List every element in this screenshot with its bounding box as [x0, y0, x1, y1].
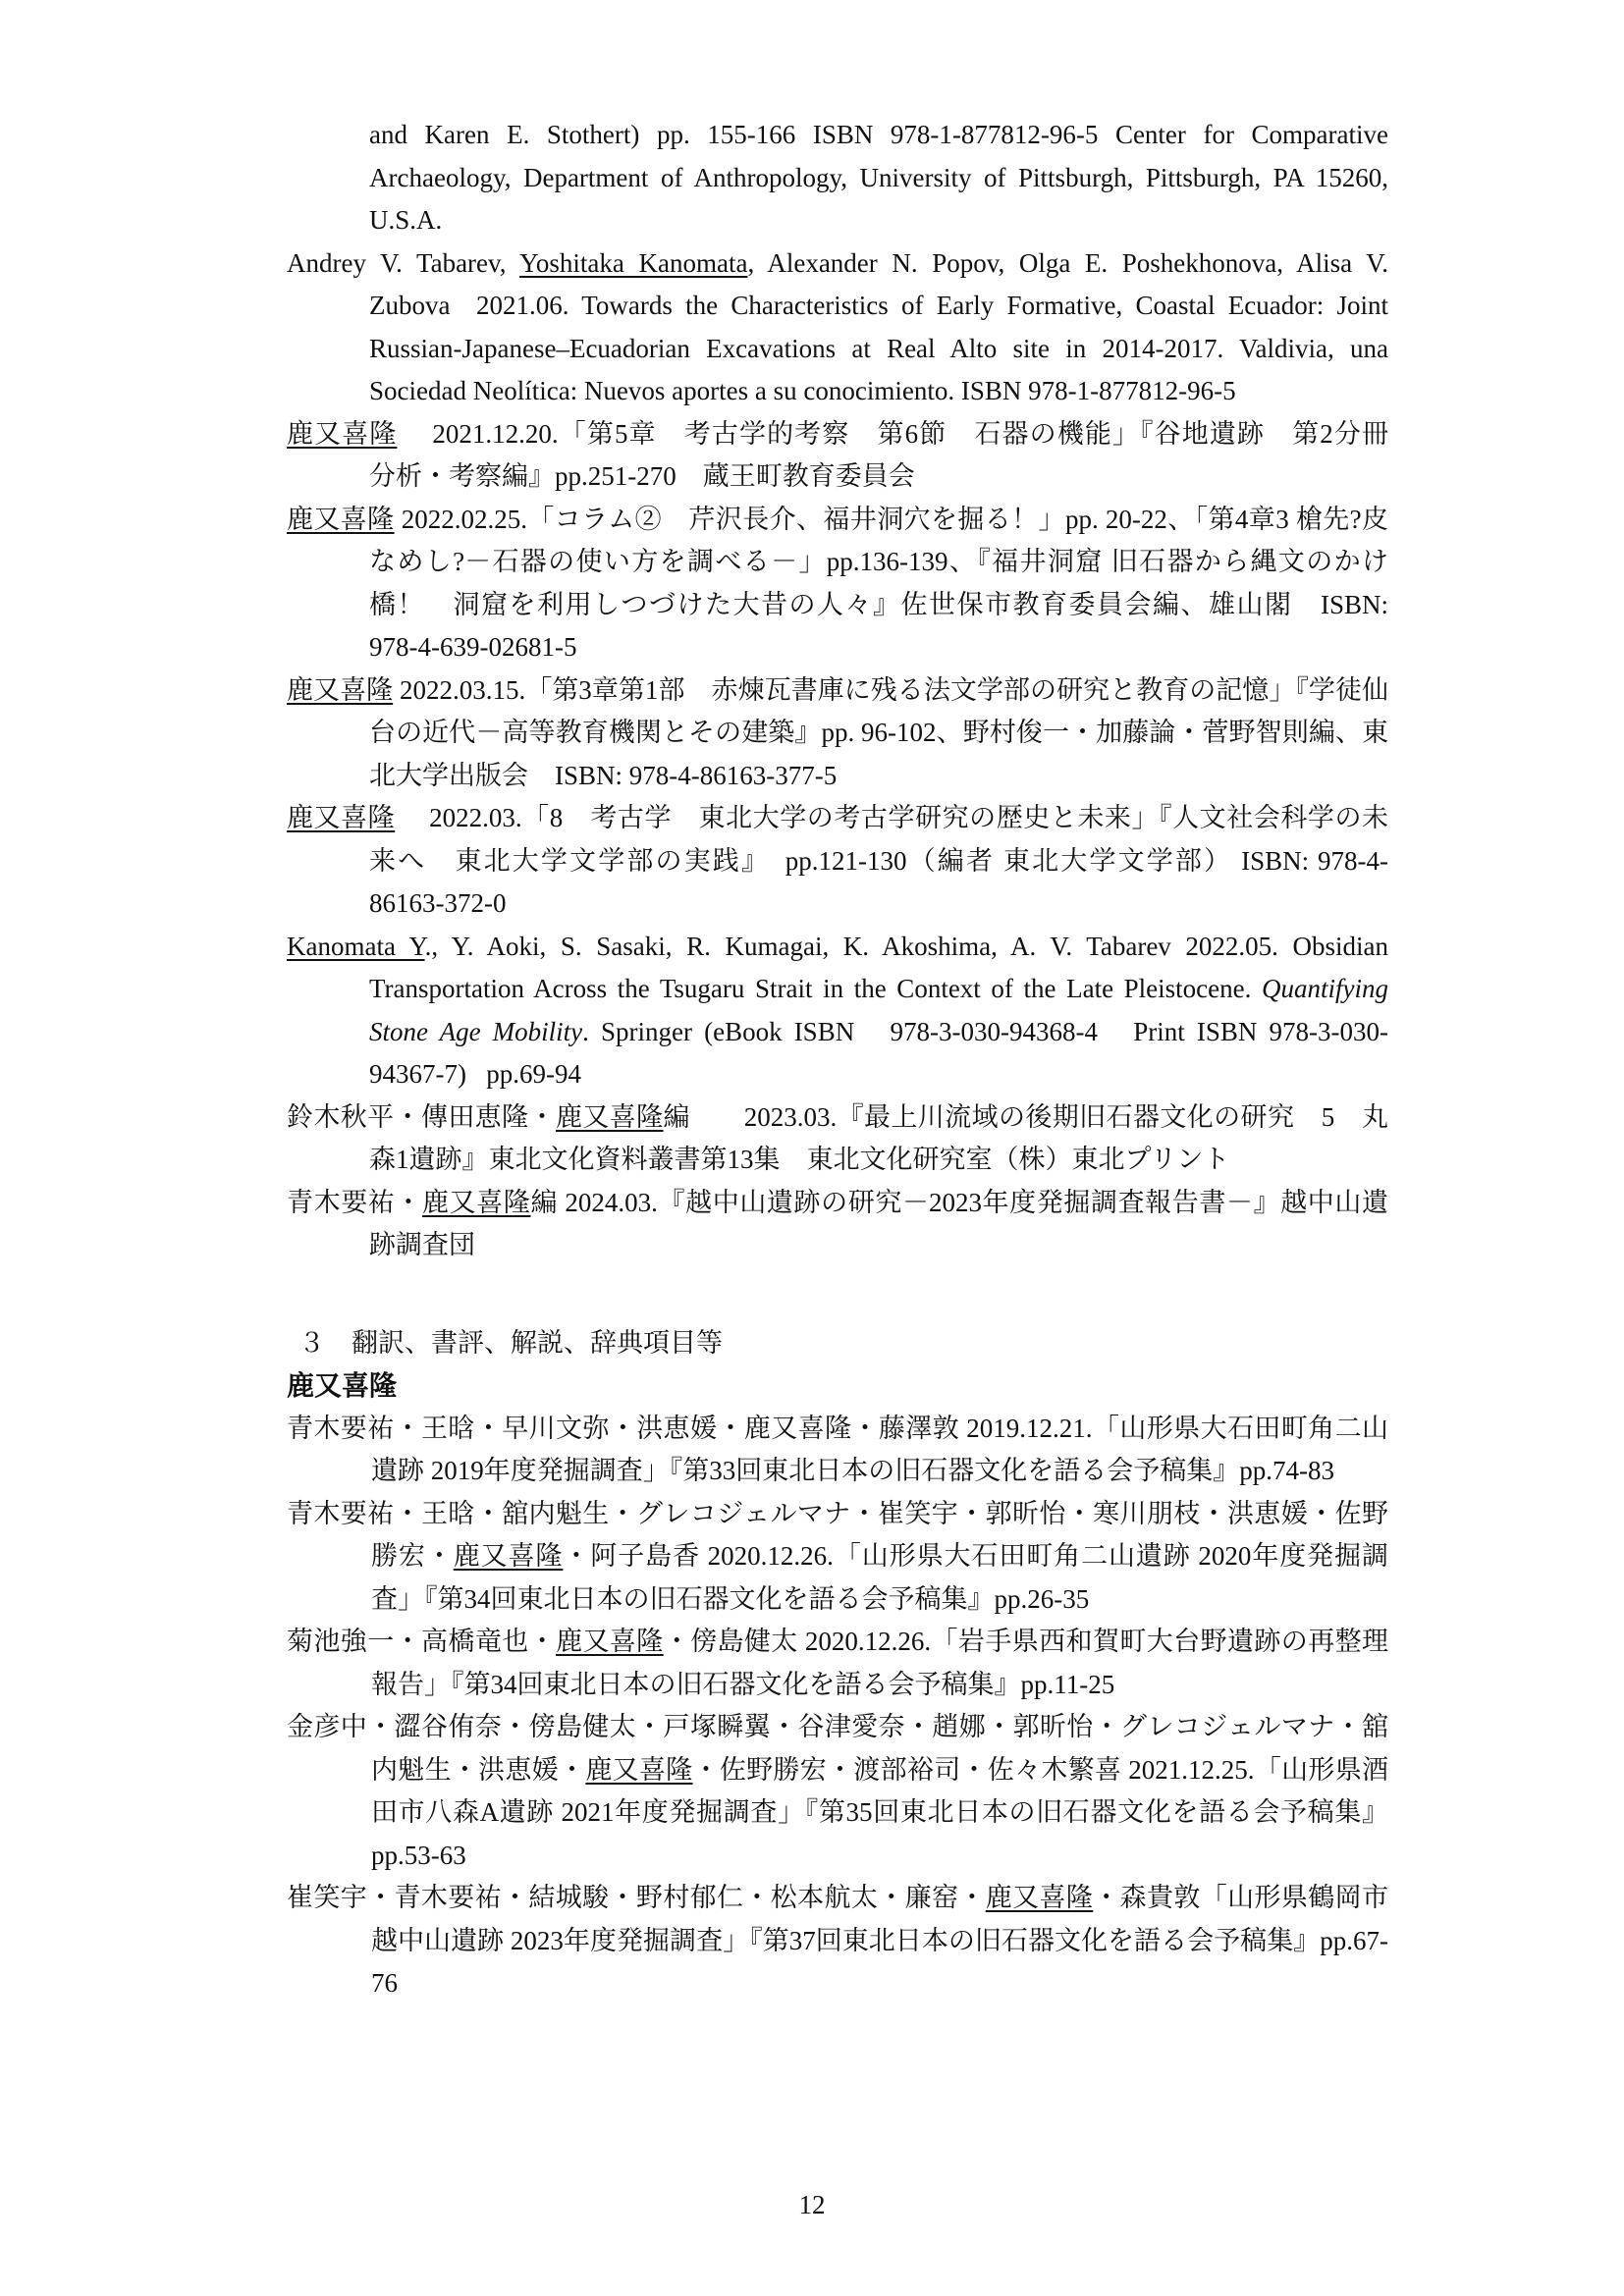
book-title: Quantifying Stone Age Mobility [369, 974, 1388, 1046]
reference-entry: 崔笑宇・青木要祐・結城駿・野村郁仁・松本航太・廉窑・鹿又喜隆・森貴敦「山形県鶴岡市越中山遺跡 2023年度発掘調査」『第37回東北日本の旧石器文化を語る会予稿集』pp.67-76 [287, 1883, 1388, 1998]
author-underlined: 鹿又喜隆 [453, 1541, 564, 1571]
author-underlined: Yoshitaka Kanomata [519, 247, 748, 278]
author-underlined: 鹿又喜隆 [585, 1754, 693, 1785]
reference-entry: 青木要祐・王晗・舘内魁生・グレコジェルマナ・崔笑宇・郭昕怡・寒川朋枝・洪恵媛・佐野勝宏・鹿又喜隆・阿子島香 2020.12.26.「山形県大石田町角二山遺跡 2020年度発掘調査」『第34回東北日本の旧石器文化を語る会予稿集』pp.26-35 [287, 1498, 1389, 1614]
reference-entry: 鹿又喜隆 2022.02.25.「コラム② 芹沢長介、福井洞穴を掘る！」pp. 20-22、「第4章3 槍先?皮なめし?－石器の使い方を調べる－」pp.136-139、『福井洞窟 旧石器から縄文のかけ橋！ 洞窟を利用しつづけた大昔の人々』佐世保市教育委員会編、雄山閣 ISBN: 978-4-639-02681-5 [287, 504, 1388, 662]
page-number: 12 [798, 2190, 826, 2219]
author-underlined: 鹿又喜隆 [985, 1883, 1094, 1912]
reference-entry: 金彦中・澀谷侑奈・傍島健太・戸塚瞬翼・谷津愛奈・趙娜・郭昕怡・グレコジェルマナ・舘内魁生・洪恵媛・鹿又喜隆・佐野勝宏・渡部裕司・佐々木繁喜 2021.12.25.「山形県酒田市八森A遺跡 2021年度発掘調査」『第35回東北日本の旧石器文化を語る会予稿集』pp.53-63 [287, 1712, 1389, 1870]
author-underlined: 鹿又喜隆 [555, 1101, 664, 1132]
author-heading: 鹿又喜隆 [287, 1369, 398, 1402]
bibliography-body [287, 114, 1415, 2005]
reference-entry: 鹿又喜隆 2022.03.「8 考古学 東北大学の考古学研究の歴史と未来」『人文社会科学の未来へ 東北大学文学部の実践』 pp.121-130（編者 東北大学文学部） ISBN: 978-4-86163-372-0 [287, 803, 1389, 918]
reference-entry: Andrey V. Tabarev, Yoshitaka Kanomata, Alexander N. Popov, Olga E. Poshekhonova, Alisa V. Zubova 2021.06. Towards the Characteristics of Early Formative, Coastal Ecuador: Joint Russian-Japanese–Ecuadorian Excavations at Real Alto site in 2014-2017. Valdivia, una Sociedad Neolítica: Nuevos aportes a su conocimiento. ISBN 978-1-877812-96-5 [287, 247, 1389, 405]
reference-entry: and Karen E. Stothert) pp. 155-166 ISBN 978-1-877812-96-5 Center for Comparative Archaeology, Department of Anthropology, University of Pittsburgh, Pittsburgh, PA 15260, U.S.A. [369, 120, 1388, 235]
reference-entry: 鹿又喜隆 2022.03.15.「第3章第1部 赤煉瓦書庫に残る法文学部の研究と教育の記憶」『学徒仙台の近代－高等教育機関とその建築』pp. 96-102、野村俊一・加藤論・菅野智則編、東北大学出版会 ISBN: 978-4-86163-377-5 [287, 674, 1389, 790]
reference-entry: Kanomata Y., Y. Aoki, S. Sasaki, R. Kumagai, K. Akoshima, A. V. Tabarev 2022.05. Obsidian Transportation Across the Tsugaru Strait in the Context of the Late Pleistocene. Quantifying Stone Age Mobility. Springer (eBook ISBN 978-3-030-94368-4 Print ISBN 978-3-030-94367-7) pp.69-94 [287, 931, 1388, 1089]
author-underlined: 鹿又喜隆 [556, 1627, 664, 1656]
section-heading: ３ 翻訳、書評、解説、辞典項目等 [298, 1327, 723, 1358]
author-underlined: 鹿又喜隆 [422, 1187, 531, 1217]
reference-entry: 青木要祐・王晗・早川文弥・洪恵媛・鹿又喜隆・藤澤敦 2019.12.21.「山形県大石田町角二山遺跡 2019年度発掘調査」『第33回東北日本の旧石器文化を語る会予稿集』pp.74-83 [287, 1413, 1388, 1485]
author-underlined: 鹿又喜隆 [287, 504, 395, 534]
reference-entry: 鹿又喜隆 2021.12.20.「第5章 考古学的考察 第6節 石器の機能」『谷地遺跡 第2分冊 分析・考察編』pp.251-270 蔵王町教育委員会 [287, 418, 1415, 491]
section-spacer [287, 1267, 1388, 1322]
author-underlined: Kanomata Y [287, 931, 425, 961]
reference-entry: 菊池強一・高橋竜也・鹿又喜隆・傍島健太 2020.12.26.「岩手県西和賀町大台野遺跡の再整理報告」『第34回東北日本の旧石器文化を語る会予稿集』pp.11-25 [287, 1627, 1389, 1699]
author-underlined: 鹿又喜隆 [287, 418, 398, 449]
author-underlined: 鹿又喜隆 [287, 803, 396, 832]
reference-entry: 鈴木秋平・傳田恵隆・鹿又喜隆編 2023.03.『最上川流域の後期旧石器文化の研究 5 丸森1遺跡』東北文化資料叢書第13集 東北文化研究室（株）東北プリント [287, 1101, 1389, 1174]
reference-entry: 青木要祐・鹿又喜隆編 2024.03.『越中山遺跡の研究－2023年度発掘調査報告書－』越中山遺跡調査団 [287, 1187, 1389, 1259]
author-underlined: 鹿又喜隆 [287, 674, 394, 705]
